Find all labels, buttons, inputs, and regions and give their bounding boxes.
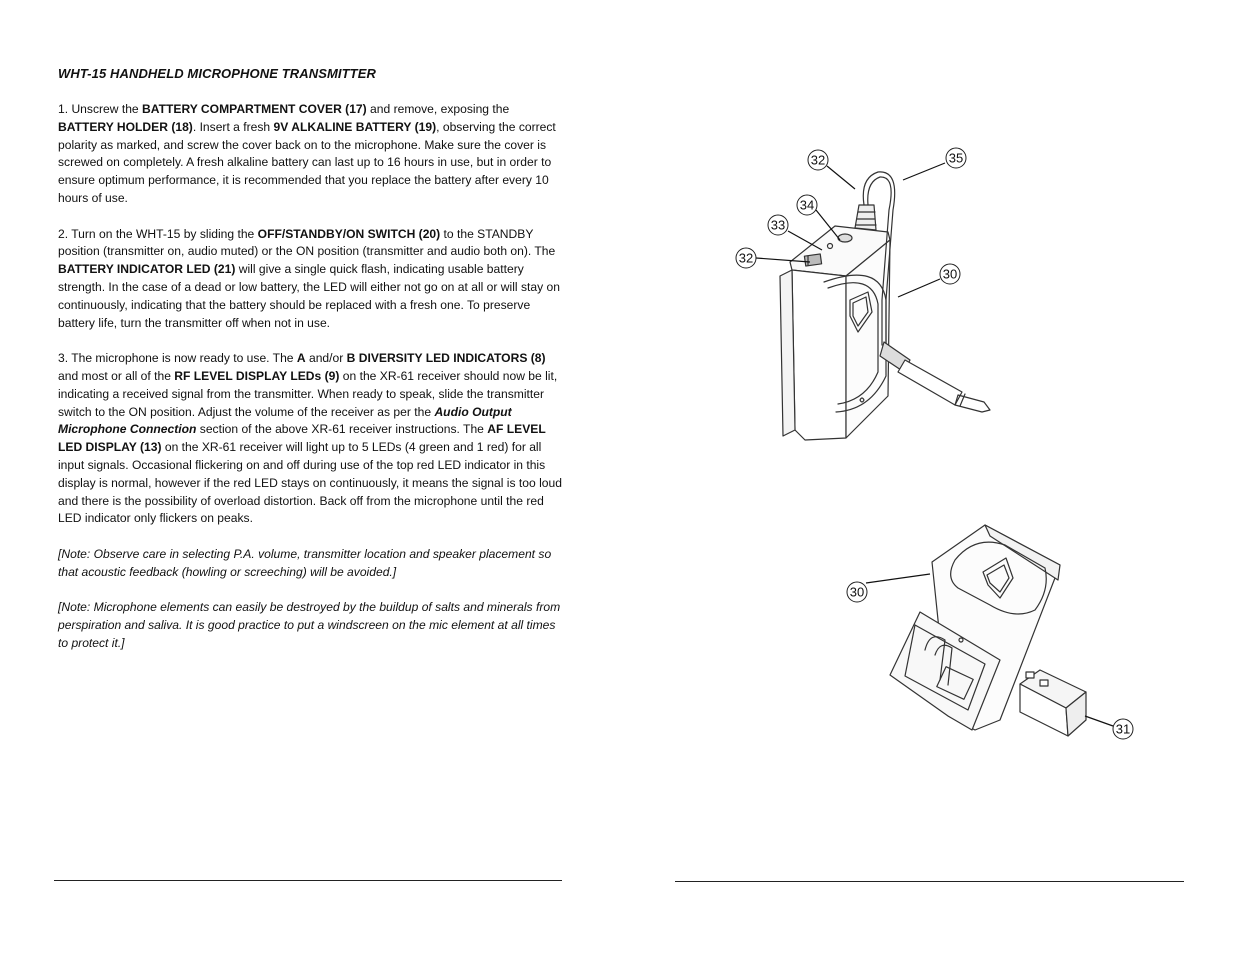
svg-text:30: 30 — [942, 266, 958, 282]
section-title: WHT-15 HANDHELD MICROPHONE TRANSMITTER — [58, 66, 376, 81]
svg-text:31: 31 — [1115, 721, 1131, 737]
svg-text:32: 32 — [738, 250, 754, 266]
svg-text:32: 32 — [810, 152, 826, 168]
callout-33 — [768, 215, 788, 235]
instruction-step-1: 1. Unscrew the BATTERY COMPARTMENT COVER (17) and remove, exposing the BATTERY HOLDER (18). Insert a fresh 9V ALKALINE BATTERY (19), observing the correct polarity as marked, and screw the cover back on to the microphone. Make sure the cover is screwed on completely. A fresh alkaline battery can last up to 16 hours in use, but in order to ensure optimum performance, it is recommended that you replace the battery after every 10 hours of use. — [58, 102, 556, 205]
callout-32-top — [808, 150, 828, 170]
callout-30-bottom — [847, 582, 867, 602]
callout-30-top — [940, 264, 960, 284]
svg-text:33: 33 — [770, 217, 786, 233]
callout-32-side — [736, 248, 756, 268]
callout-31 — [1113, 719, 1133, 739]
callout-35 — [946, 148, 966, 168]
note-mic-care: [Note: Microphone elements can easily be destroyed by the buildup of salts and minerals from perspiration and saliva. It is good practice to put a windscreen on the mic element at all times to protect it.] — [58, 600, 561, 650]
note-feedback: [Note: Observe care in selecting P.A. volume, transmitter location and speaker placement so that acoustic feedback (howling or screeching) will be avoided.] — [58, 546, 552, 579]
svg-text:34: 34 — [799, 197, 815, 213]
svg-text:35: 35 — [948, 150, 964, 166]
instruction-step-3: 3. The microphone is now ready to use. The A and/or B DIVERSITY LED INDICATORS (8) and most or all of the RF LEVEL DISPLAY LEDs (9) on the XR-61 receiver should now be lit, indicating a received signal from the transmitter. When ready to speak, slide the transmitter switch to the ON position. Adjust the volume of the receiver as per the Audio Output Microphone Connection section of the above XR-61 receiver instructions. The AF LEVEL LED DISPLAY (13) on the XR-61 receiver will light up to 5 LEDs (4 green and 1 red) for all input signals. Occasional flickering on and off during use of the top red LED indicator in this display is normal, however if the red LED stays on continuously, it means the signal is too loud and there is the possibility of overload distortion. Back off from the microphone until the red LED indicator only flickers on peaks. — [58, 351, 562, 526]
svg-text:30: 30 — [849, 584, 865, 600]
instruction-step-2: 2. Turn on the WHT-15 by sliding the OFF/STANDBY/ON SWITCH (20) to the STANDBY position (transmitter on, audio muted) or the ON position (transmitter and audio both on). The BATTERY INDICATOR LED (21) will give a single quick flash, indicating usable battery strength. In the case of a dead or low battery, the LED will either not go on at all or will stay on continuously, indicating that the battery should be replaced with a fresh one. To preserve battery life, turn the transmitter off when not in use. — [58, 226, 560, 330]
callout-34 — [797, 195, 817, 215]
battery-compartment-drawing — [890, 525, 1086, 736]
